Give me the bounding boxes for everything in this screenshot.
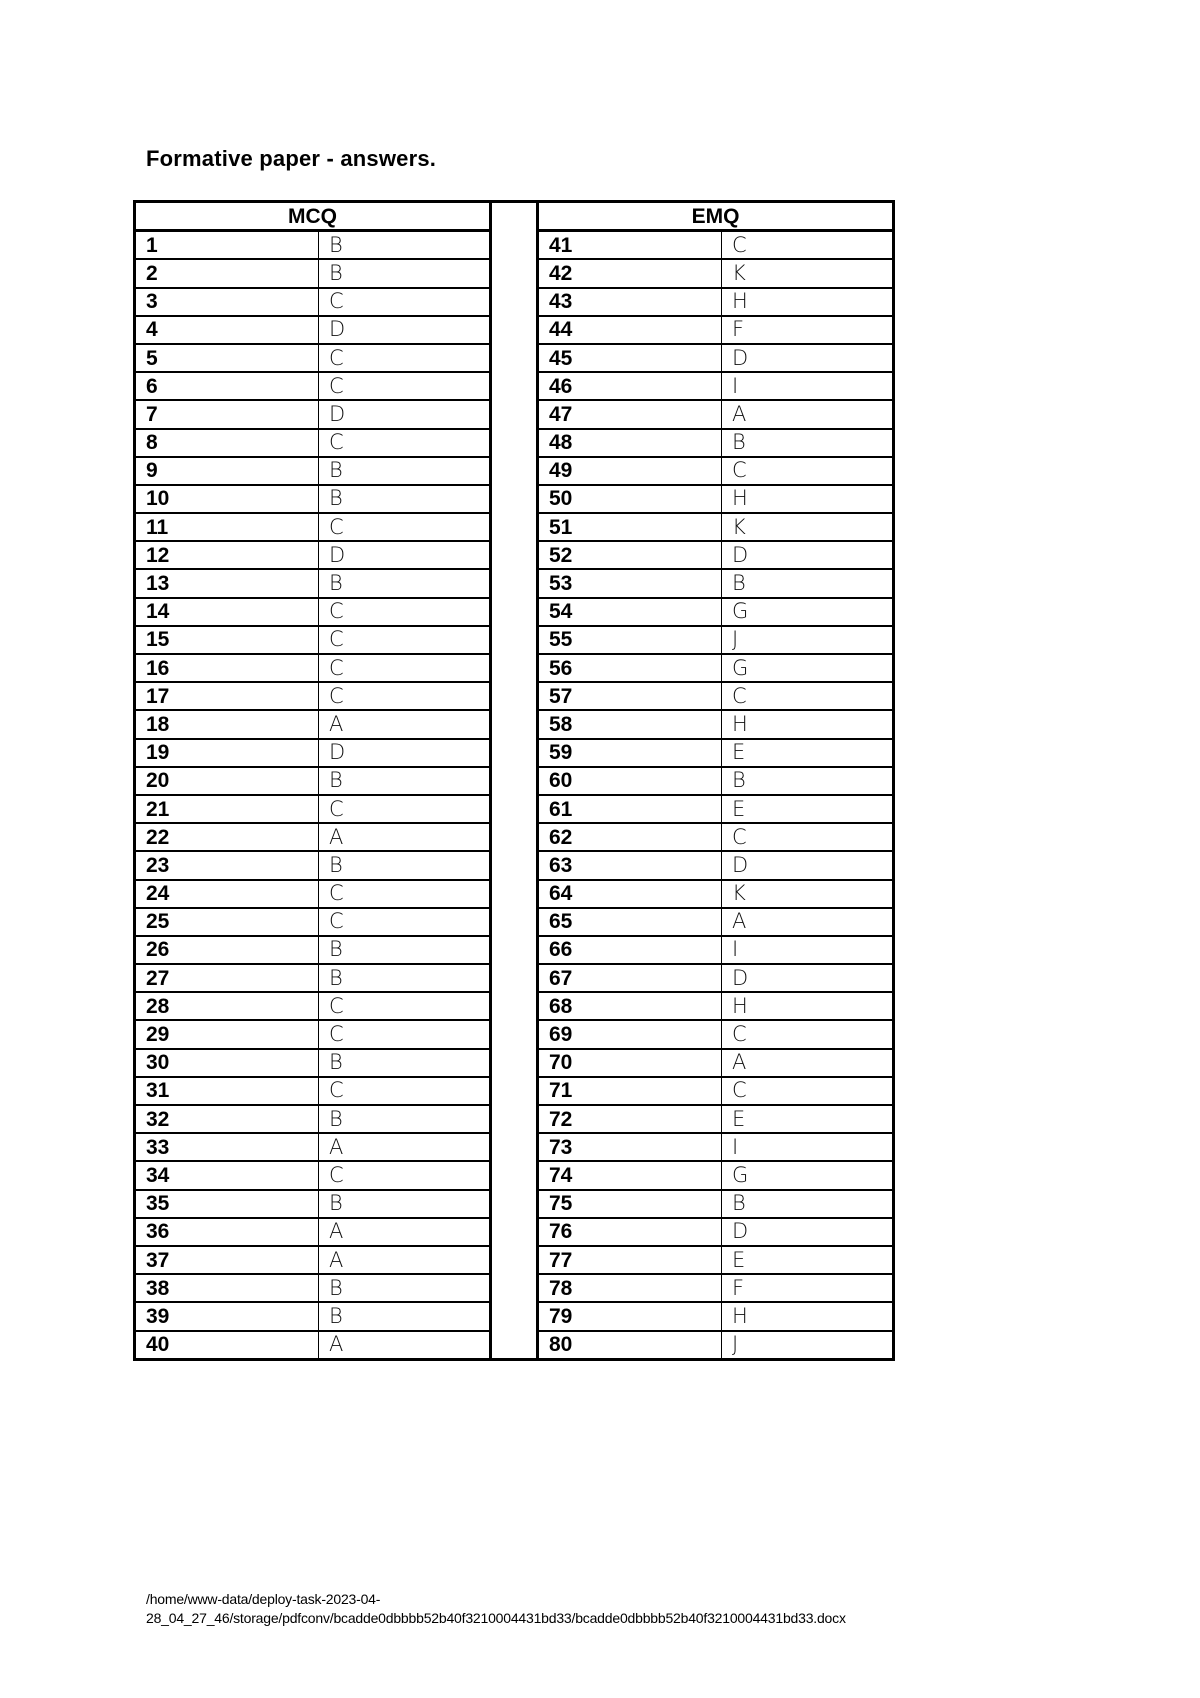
question-number: 78 — [538, 1274, 722, 1302]
answer-letter: E — [722, 1246, 894, 1274]
table-row — [135, 992, 491, 1020]
question-number: 51 — [538, 513, 722, 541]
emq-table — [536, 200, 895, 1361]
answer-letter: F — [722, 316, 894, 344]
question-number: 44 — [538, 316, 722, 344]
file-path-footer — [146, 1590, 846, 1628]
question-number: 74 — [538, 1161, 722, 1189]
answer-letter: K — [722, 259, 894, 287]
answer-letter: C — [319, 626, 491, 654]
answer-letter: H — [722, 710, 894, 738]
answer-letter: B — [319, 259, 491, 287]
table-row — [135, 372, 491, 400]
answer-letter: B — [319, 485, 491, 513]
question-number: 23 — [135, 851, 319, 879]
answer-letter: G — [722, 1161, 894, 1189]
question-number: 10 — [135, 485, 319, 513]
answer-letter: C — [722, 457, 894, 485]
question-number: 18 — [135, 710, 319, 738]
question-number: 70 — [538, 1049, 722, 1077]
table-row — [135, 1218, 491, 1246]
answer-letter: E — [722, 1105, 894, 1133]
answer-letter: A — [722, 400, 894, 428]
question-number: 9 — [135, 457, 319, 485]
table-row — [135, 851, 491, 879]
question-number: 1 — [135, 231, 319, 260]
answer-letter: I — [722, 372, 894, 400]
answer-letter: B — [319, 1105, 491, 1133]
answer-letter: A — [722, 1049, 894, 1077]
mcq-header: MCQ — [135, 202, 491, 231]
question-number: 4 — [135, 316, 319, 344]
question-number: 75 — [538, 1190, 722, 1218]
table-row — [538, 992, 894, 1020]
question-number: 11 — [135, 513, 319, 541]
question-number: 56 — [538, 654, 722, 682]
emq-header: EMQ — [538, 202, 894, 231]
question-number: 26 — [135, 936, 319, 964]
answer-letter: A — [319, 1331, 491, 1360]
answer-letter: D — [722, 344, 894, 372]
table-row — [135, 541, 491, 569]
answer-letter: H — [722, 992, 894, 1020]
answer-letter: B — [319, 851, 491, 879]
answer-letter: B — [722, 429, 894, 457]
answer-letter: C — [319, 513, 491, 541]
question-number: 45 — [538, 344, 722, 372]
question-number: 28 — [135, 992, 319, 1020]
table-row — [135, 1077, 491, 1105]
answer-letter: C — [722, 1020, 894, 1048]
footer-line-2: 28_04_27_46/storage/pdfconv/bcadde0dbbbb52b40f3210004431bd33/bcadde0dbbbb52b40f3210004431bd33.docx — [146, 1610, 846, 1626]
answer-letter: B — [319, 1049, 491, 1077]
answer-letter: C — [319, 288, 491, 316]
table-row — [538, 1246, 894, 1274]
page-title: Formative paper - answers. — [146, 146, 437, 171]
question-number: 31 — [135, 1077, 319, 1105]
table-row — [135, 598, 491, 626]
question-number: 34 — [135, 1161, 319, 1189]
answer-letter: B — [319, 767, 491, 795]
table-row — [135, 1105, 491, 1133]
table-row — [538, 1274, 894, 1302]
table-row — [538, 710, 894, 738]
emq-rows — [538, 231, 894, 1360]
answer-letter: C — [319, 908, 491, 936]
table-row — [538, 654, 894, 682]
answer-letter: G — [722, 598, 894, 626]
question-number: 12 — [135, 541, 319, 569]
mcq-table — [133, 200, 492, 1361]
answer-letter: K — [722, 880, 894, 908]
answer-letter: E — [722, 739, 894, 767]
table-row — [538, 344, 894, 372]
question-number: 49 — [538, 457, 722, 485]
table-row — [135, 429, 491, 457]
table-row — [135, 1020, 491, 1048]
table-row — [135, 682, 491, 710]
answer-letter: B — [319, 936, 491, 964]
table-row — [135, 457, 491, 485]
table-row — [538, 457, 894, 485]
answer-letter: A — [319, 1133, 491, 1161]
table-row — [135, 1246, 491, 1274]
answer-letter: F — [722, 1274, 894, 1302]
answer-letter: G — [722, 654, 894, 682]
question-number: 3 — [135, 288, 319, 316]
question-number: 39 — [135, 1302, 319, 1330]
answer-letter: D — [319, 541, 491, 569]
question-number: 47 — [538, 400, 722, 428]
question-number: 69 — [538, 1020, 722, 1048]
answer-letter: A — [722, 908, 894, 936]
answer-letter: B — [722, 1190, 894, 1218]
answer-letter: D — [319, 739, 491, 767]
answer-letter: A — [319, 1218, 491, 1246]
question-number: 5 — [135, 344, 319, 372]
question-number: 71 — [538, 1077, 722, 1105]
answer-letter: B — [319, 964, 491, 992]
table-row — [538, 316, 894, 344]
question-number: 6 — [135, 372, 319, 400]
answer-letter: I — [722, 936, 894, 964]
table-row — [538, 1049, 894, 1077]
table-gap — [492, 200, 536, 1361]
table-row — [135, 344, 491, 372]
answer-letter: B — [319, 1274, 491, 1302]
table-row — [538, 485, 894, 513]
table-row — [135, 936, 491, 964]
table-row — [135, 880, 491, 908]
table-row — [135, 513, 491, 541]
question-number: 27 — [135, 964, 319, 992]
table-row — [135, 654, 491, 682]
table-row — [538, 569, 894, 597]
question-number: 15 — [135, 626, 319, 654]
answer-letter: B — [319, 231, 491, 260]
table-row — [538, 1161, 894, 1189]
table-row — [135, 569, 491, 597]
question-number: 24 — [135, 880, 319, 908]
table-row — [135, 1274, 491, 1302]
table-row — [538, 626, 894, 654]
question-number: 77 — [538, 1246, 722, 1274]
table-row — [538, 1331, 894, 1360]
answer-letter: C — [722, 1077, 894, 1105]
table-row — [538, 682, 894, 710]
table-row — [135, 1161, 491, 1189]
answer-letter: C — [319, 429, 491, 457]
answer-letter: C — [319, 1020, 491, 1048]
table-row — [538, 259, 894, 287]
answer-letter: C — [319, 682, 491, 710]
table-row — [135, 231, 491, 260]
question-number: 30 — [135, 1049, 319, 1077]
table-row — [135, 626, 491, 654]
question-number: 62 — [538, 823, 722, 851]
question-number: 16 — [135, 654, 319, 682]
question-number: 53 — [538, 569, 722, 597]
question-number: 38 — [135, 1274, 319, 1302]
answer-letter: B — [319, 569, 491, 597]
answer-letter: C — [319, 654, 491, 682]
answer-letter: B — [722, 569, 894, 597]
table-row — [135, 767, 491, 795]
table-row — [135, 1049, 491, 1077]
question-number: 52 — [538, 541, 722, 569]
answer-letter: D — [319, 316, 491, 344]
question-number: 57 — [538, 682, 722, 710]
answer-letter: A — [319, 710, 491, 738]
question-number: 54 — [538, 598, 722, 626]
table-row — [538, 1133, 894, 1161]
table-row — [135, 1133, 491, 1161]
answer-letter: D — [722, 851, 894, 879]
table-row — [538, 231, 894, 260]
answer-letter: C — [319, 372, 491, 400]
answer-letter: C — [319, 344, 491, 372]
table-row — [135, 823, 491, 851]
question-number: 43 — [538, 288, 722, 316]
table-row — [135, 739, 491, 767]
table-row — [538, 1020, 894, 1048]
table-row — [135, 400, 491, 428]
answer-letter: H — [722, 1302, 894, 1330]
answer-letter: C — [319, 992, 491, 1020]
table-row — [135, 316, 491, 344]
table-row — [538, 851, 894, 879]
question-number: 58 — [538, 710, 722, 738]
table-row — [135, 259, 491, 287]
table-row — [538, 823, 894, 851]
answer-letter: A — [319, 1246, 491, 1274]
table-row — [538, 739, 894, 767]
question-number: 29 — [135, 1020, 319, 1048]
answer-letter: K — [722, 513, 894, 541]
table-row — [135, 795, 491, 823]
answer-letter: H — [722, 288, 894, 316]
answer-letter: D — [722, 1218, 894, 1246]
table-row — [538, 513, 894, 541]
answer-letter: J — [722, 1331, 894, 1360]
question-number: 41 — [538, 231, 722, 260]
table-row — [538, 1190, 894, 1218]
answer-letter: C — [722, 231, 894, 260]
table-row — [538, 1105, 894, 1133]
table-row — [538, 964, 894, 992]
question-number: 48 — [538, 429, 722, 457]
answer-tables — [133, 200, 895, 1361]
answer-letter: D — [722, 541, 894, 569]
question-number: 2 — [135, 259, 319, 287]
table-row — [538, 598, 894, 626]
answer-letter: A — [319, 823, 491, 851]
question-number: 33 — [135, 1133, 319, 1161]
question-number: 61 — [538, 795, 722, 823]
table-row — [135, 908, 491, 936]
answer-letter: C — [319, 598, 491, 626]
question-number: 42 — [538, 259, 722, 287]
answer-letter: C — [722, 682, 894, 710]
question-number: 63 — [538, 851, 722, 879]
question-number: 19 — [135, 739, 319, 767]
question-number: 22 — [135, 823, 319, 851]
answer-letter: B — [319, 1302, 491, 1330]
answer-letter: B — [722, 767, 894, 795]
table-row — [135, 288, 491, 316]
table-row — [135, 1302, 491, 1330]
answer-letter: C — [319, 1077, 491, 1105]
table-row — [538, 400, 894, 428]
table-row — [538, 429, 894, 457]
table-row — [538, 541, 894, 569]
question-number: 13 — [135, 569, 319, 597]
answer-letter: I — [722, 1133, 894, 1161]
table-row — [538, 936, 894, 964]
answer-letter: H — [722, 485, 894, 513]
question-number: 68 — [538, 992, 722, 1020]
answer-letter: D — [319, 400, 491, 428]
question-number: 14 — [135, 598, 319, 626]
answer-letter: C — [319, 880, 491, 908]
answer-letter: C — [319, 1161, 491, 1189]
question-number: 64 — [538, 880, 722, 908]
table-row — [135, 710, 491, 738]
question-number: 59 — [538, 739, 722, 767]
answer-letter: C — [722, 823, 894, 851]
table-row — [135, 1331, 491, 1360]
answer-letter: J — [722, 626, 894, 654]
answer-letter: B — [319, 1190, 491, 1218]
question-number: 72 — [538, 1105, 722, 1133]
question-number: 80 — [538, 1331, 722, 1360]
answer-letter: D — [722, 964, 894, 992]
table-row — [135, 1190, 491, 1218]
question-number: 8 — [135, 429, 319, 457]
question-number: 35 — [135, 1190, 319, 1218]
question-number: 36 — [135, 1218, 319, 1246]
mcq-rows — [135, 231, 491, 1360]
question-number: 79 — [538, 1302, 722, 1330]
answer-letter: B — [319, 457, 491, 485]
table-row — [538, 1218, 894, 1246]
question-number: 76 — [538, 1218, 722, 1246]
answer-letter: C — [319, 795, 491, 823]
question-number: 60 — [538, 767, 722, 795]
answer-letter: E — [722, 795, 894, 823]
question-number: 66 — [538, 936, 722, 964]
question-number: 67 — [538, 964, 722, 992]
footer-line-1: /home/www-data/deploy-task-2023-04- — [146, 1591, 381, 1607]
question-number: 20 — [135, 767, 319, 795]
table-row — [538, 767, 894, 795]
question-number: 55 — [538, 626, 722, 654]
table-row — [538, 908, 894, 936]
table-row — [538, 795, 894, 823]
table-row — [135, 964, 491, 992]
table-row — [538, 372, 894, 400]
table-row — [538, 1302, 894, 1330]
question-number: 21 — [135, 795, 319, 823]
question-number: 46 — [538, 372, 722, 400]
question-number: 7 — [135, 400, 319, 428]
question-number: 32 — [135, 1105, 319, 1133]
question-number: 73 — [538, 1133, 722, 1161]
question-number: 40 — [135, 1331, 319, 1360]
question-number: 17 — [135, 682, 319, 710]
question-number: 50 — [538, 485, 722, 513]
question-number: 25 — [135, 908, 319, 936]
question-number: 65 — [538, 908, 722, 936]
question-number: 37 — [135, 1246, 319, 1274]
table-row — [538, 1077, 894, 1105]
table-row — [538, 288, 894, 316]
table-row — [538, 880, 894, 908]
table-row — [135, 485, 491, 513]
